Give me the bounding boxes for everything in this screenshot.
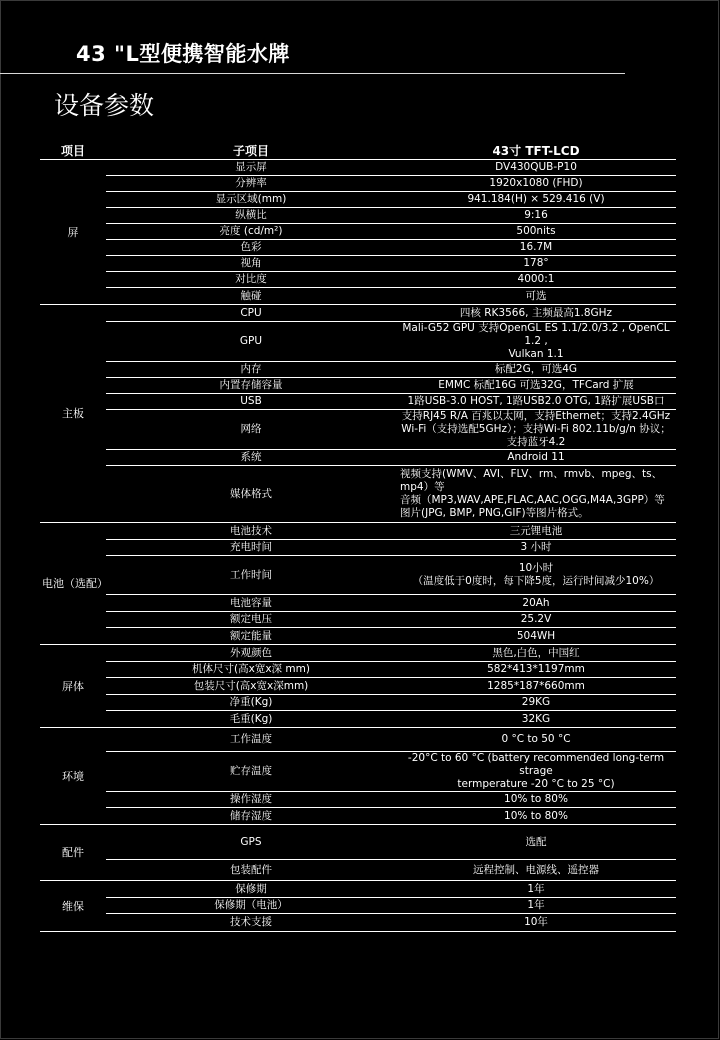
value-line: 支持RJ45 R/A 百兆以太网，支持Ethernet；支持2.4GHz bbox=[401, 410, 671, 422]
value-cell bbox=[396, 192, 676, 208]
value-cell bbox=[396, 394, 676, 410]
value-cell bbox=[396, 914, 676, 932]
table-row bbox=[40, 176, 676, 192]
table-row bbox=[40, 695, 676, 711]
value-cell bbox=[396, 612, 676, 628]
value-line: 16.7M bbox=[519, 241, 553, 253]
value-line: 4000:1 bbox=[517, 273, 555, 285]
table-row bbox=[40, 322, 676, 362]
value-line: 3 小时 bbox=[520, 541, 552, 553]
table-row bbox=[40, 914, 676, 932]
value-line: 选配 bbox=[525, 835, 547, 848]
value-line: 941.184(H) × 529.416 (V) bbox=[467, 193, 605, 205]
subitem-cell: 亮度 (cd/m²) bbox=[106, 224, 396, 240]
table-row bbox=[40, 628, 676, 645]
table-row bbox=[40, 540, 676, 556]
value-cell bbox=[396, 695, 676, 711]
value-line: 178° bbox=[523, 257, 549, 269]
subitem-cell: 充电时间 bbox=[106, 540, 396, 556]
table-row bbox=[40, 711, 676, 728]
value-cell bbox=[396, 288, 676, 305]
section-title: 设备参数 bbox=[54, 91, 155, 120]
subitem-cell: 内存 bbox=[106, 362, 396, 378]
subitem-cell: 电池容量 bbox=[106, 595, 396, 612]
category-cell: 电池（选配） bbox=[40, 523, 106, 645]
table-header-row bbox=[40, 143, 676, 160]
subitem-cell: 贮存温度 bbox=[106, 752, 396, 792]
value-cell bbox=[396, 466, 676, 523]
table-row bbox=[40, 256, 676, 272]
table-row bbox=[40, 728, 676, 752]
value-line: 1路USB-3.0 HOST, 1路USB2.0 OTG, 1路扩展USB口 bbox=[407, 395, 665, 407]
value-line: 582*413*1197mm bbox=[487, 663, 585, 675]
value-line: 标配2G，可选4G bbox=[494, 363, 578, 375]
table-row bbox=[40, 595, 676, 612]
value-cell bbox=[396, 450, 676, 466]
table-row bbox=[40, 410, 676, 450]
header-subitem: 子项目 bbox=[106, 143, 396, 160]
value-line: Android 11 bbox=[507, 451, 565, 463]
table-row bbox=[40, 224, 676, 240]
value-cell bbox=[396, 305, 676, 322]
subitem-cell: 工作温度 bbox=[106, 728, 396, 752]
category-cell: 屏 bbox=[40, 160, 106, 305]
category-cell: 配件 bbox=[40, 825, 106, 881]
subitem-cell: 储存湿度 bbox=[106, 808, 396, 825]
subitem-cell: 净重(Kg) bbox=[106, 695, 396, 711]
value-line: 29KG bbox=[521, 696, 551, 708]
value-line: 500nits bbox=[516, 225, 556, 237]
value-cell bbox=[396, 540, 676, 556]
header-category: 项目 bbox=[40, 143, 106, 160]
value-line: Vulkan 1.1 bbox=[508, 348, 564, 360]
value-line: mp4）等 bbox=[400, 481, 445, 493]
value-line: 10年 bbox=[524, 916, 548, 928]
subitem-cell: 外观颜色 bbox=[106, 645, 396, 662]
table-row bbox=[40, 556, 676, 595]
subitem-cell: 触碰 bbox=[106, 288, 396, 305]
table-row bbox=[40, 240, 676, 256]
subitem-cell: 系统 bbox=[106, 450, 396, 466]
subitem-cell: 网络 bbox=[106, 410, 396, 450]
value-line: 1年 bbox=[527, 882, 545, 895]
subitem-cell: USB bbox=[106, 394, 396, 410]
value-cell bbox=[396, 645, 676, 662]
category-cell: 主板 bbox=[40, 305, 106, 523]
value-cell bbox=[396, 378, 676, 394]
value-cell bbox=[396, 176, 676, 192]
table-row bbox=[40, 808, 676, 825]
value-cell bbox=[396, 240, 676, 256]
subitem-cell: 包装配件 bbox=[106, 860, 396, 881]
table-row bbox=[40, 160, 676, 176]
table-row bbox=[40, 394, 676, 410]
value-line: 图片(JPG, BMP, PNG,GIF)等图片格式。 bbox=[400, 507, 589, 519]
value-cell bbox=[396, 728, 676, 752]
value-line: DV430QUB-P10 bbox=[495, 161, 577, 173]
subitem-cell: 工作时间 bbox=[106, 556, 396, 595]
subitem-cell: 媒体格式 bbox=[106, 466, 396, 523]
value-cell bbox=[396, 881, 676, 898]
table-row bbox=[40, 898, 676, 914]
table-row bbox=[40, 272, 676, 288]
subitem-cell: 纵横比 bbox=[106, 208, 396, 224]
subitem-cell: 视角 bbox=[106, 256, 396, 272]
value-cell bbox=[396, 860, 676, 881]
value-line: 10小时 bbox=[518, 562, 554, 574]
category-cell: 维保 bbox=[40, 881, 106, 932]
value-cell bbox=[396, 224, 676, 240]
value-line: 支持蓝牙4.2 bbox=[506, 436, 566, 448]
subitem-cell: GPS bbox=[106, 825, 396, 860]
table-row bbox=[40, 192, 676, 208]
document-title: 43 "L型便携智能水牌 bbox=[76, 42, 290, 66]
value-line: 9:16 bbox=[524, 209, 548, 221]
value-cell bbox=[396, 272, 676, 288]
value-line: 10% to 80% bbox=[504, 793, 568, 805]
subitem-cell: 电池技术 bbox=[106, 523, 396, 540]
spec-table bbox=[40, 143, 676, 932]
value-line: 1年 bbox=[527, 899, 545, 911]
value-line: Wi-Fi（支持选配5GHz）；支持Wi-Fi 802.11b/g/n 协议； bbox=[401, 423, 671, 435]
table-row bbox=[40, 208, 676, 224]
value-line: 1285*187*660mm bbox=[487, 679, 585, 692]
value-cell bbox=[396, 362, 676, 378]
subitem-cell: 分辨率 bbox=[106, 176, 396, 192]
value-cell bbox=[396, 256, 676, 272]
table-row bbox=[40, 792, 676, 808]
value-line: 1920x1080 (FHD) bbox=[489, 177, 583, 189]
value-line: （温度低于0度时，每下降5度，运行时间减少10%） bbox=[412, 575, 660, 587]
category-cell: 屏体 bbox=[40, 645, 106, 728]
table-row bbox=[40, 881, 676, 898]
table-row bbox=[40, 662, 676, 678]
table-row bbox=[40, 645, 676, 662]
subitem-cell: 包装尺寸(高x宽x深mm) bbox=[106, 678, 396, 695]
table-row bbox=[40, 450, 676, 466]
table-row bbox=[40, 288, 676, 305]
value-line: -20°C to 60 °C (battery recommended long-term strage bbox=[407, 752, 665, 777]
value-line: 四核 RK3566, 主频最高1.8GHz bbox=[459, 306, 613, 319]
table-row bbox=[40, 523, 676, 540]
table-row bbox=[40, 860, 676, 881]
subitem-cell: 机体尺寸(高x宽x深 mm) bbox=[106, 662, 396, 678]
value-cell bbox=[396, 523, 676, 540]
title-rule bbox=[0, 73, 625, 74]
subitem-cell: 内置存储容量 bbox=[106, 378, 396, 394]
subitem-cell: 保修期（电池） bbox=[106, 898, 396, 914]
value-cell bbox=[396, 752, 676, 792]
value-cell bbox=[396, 556, 676, 595]
table-row bbox=[40, 752, 676, 792]
value-cell bbox=[396, 595, 676, 612]
table-row bbox=[40, 362, 676, 378]
subitem-cell: 显示屏 bbox=[106, 160, 396, 176]
value-line: 20Ah bbox=[522, 596, 550, 609]
table-row bbox=[40, 466, 676, 523]
value-cell bbox=[396, 160, 676, 176]
value-line: Mali-G52 GPU 支持OpenGL ES 1.1/2.0/3.2 , OpenCL 1.2 , bbox=[402, 322, 670, 347]
value-line: 黑色,白色，中国红 bbox=[492, 646, 580, 659]
value-cell bbox=[396, 898, 676, 914]
subitem-cell: 对比度 bbox=[106, 272, 396, 288]
table-row bbox=[40, 612, 676, 628]
value-line: 25.2V bbox=[520, 613, 552, 625]
table-row bbox=[40, 305, 676, 322]
subitem-cell: 毛重(Kg) bbox=[106, 711, 396, 728]
value-line: 音频（MP3,WAV,APE,FLAC,AAC,OGG,M4A,3GPP）等 bbox=[400, 494, 665, 506]
value-line: 可选 bbox=[525, 289, 547, 302]
value-line: EMMC 标配16G 可选32G，TFCard 扩展 bbox=[438, 379, 634, 391]
value-cell bbox=[396, 678, 676, 695]
table-row bbox=[40, 678, 676, 695]
value-cell bbox=[396, 711, 676, 728]
value-cell bbox=[396, 662, 676, 678]
category-cell: 环境 bbox=[40, 728, 106, 825]
subitem-cell: 技术支援 bbox=[106, 914, 396, 932]
value-cell bbox=[396, 322, 676, 362]
value-cell bbox=[396, 410, 676, 450]
spec-table-body bbox=[40, 160, 676, 932]
table-row bbox=[40, 378, 676, 394]
value-line: 远程控制、电源线、遥控器 bbox=[473, 863, 599, 876]
subitem-cell: GPU bbox=[106, 322, 396, 362]
subitem-cell: 额定能量 bbox=[106, 628, 396, 645]
subitem-cell: 保修期 bbox=[106, 881, 396, 898]
value-line: 10% to 80% bbox=[504, 809, 568, 822]
subitem-cell: 色彩 bbox=[106, 240, 396, 256]
value-line: 三元锂电池 bbox=[509, 524, 563, 537]
table-row bbox=[40, 825, 676, 860]
value-line: 32KG bbox=[521, 712, 551, 725]
value-cell bbox=[396, 808, 676, 825]
value-cell bbox=[396, 628, 676, 645]
header-value: 43寸 TFT-LCD bbox=[396, 143, 676, 160]
value-cell bbox=[396, 208, 676, 224]
value-line: 0 °C to 50 °C bbox=[501, 733, 571, 745]
value-line: 504WH bbox=[516, 629, 556, 642]
value-line: termperature -20 °C to 25 °C) bbox=[457, 778, 615, 790]
value-line: 视频支持(WMV、AVI、FLV、rm、rmvb、mpeg、ts、 bbox=[400, 468, 663, 480]
subitem-cell: CPU bbox=[106, 305, 396, 322]
subitem-cell: 操作湿度 bbox=[106, 792, 396, 808]
value-cell bbox=[396, 792, 676, 808]
subitem-cell: 额定电压 bbox=[106, 612, 396, 628]
value-cell bbox=[396, 825, 676, 860]
subitem-cell: 显示区域(mm) bbox=[106, 192, 396, 208]
